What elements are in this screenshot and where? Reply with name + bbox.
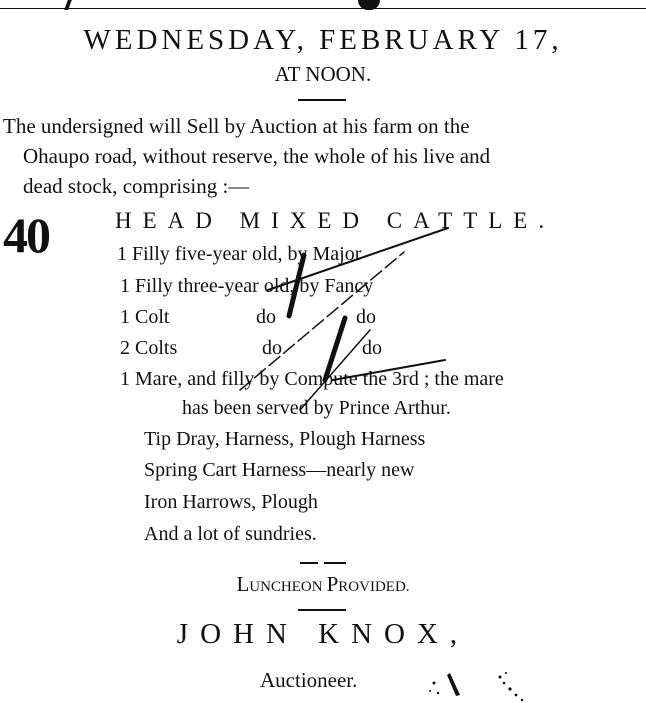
sundry-item-3: Iron Harrows, Plough: [144, 491, 318, 513]
horse-item-5: 1 Mare, and filly by Compute the 3rd ; the mare: [120, 368, 504, 390]
horse-item-1: 1 Filly five-year old, by Major: [117, 243, 362, 265]
ditto-mark: do: [262, 337, 282, 359]
ditto-mark: do: [356, 306, 376, 328]
ditto-mark: do: [362, 337, 382, 359]
intro-line-1: The undersigned will Sell by Auction at his farm on the: [3, 114, 470, 138]
horse-item-2: 1 Filly three-year old, by Fancy: [120, 275, 374, 297]
provided-cap: P: [326, 572, 339, 596]
sundry-item-4: And a lot of sundries.: [144, 523, 317, 545]
ditto-mark: do: [256, 306, 276, 328]
luncheon-rest: UNCHEON: [249, 579, 323, 595]
horse-item-5-cont: has been served by Prince Arthur.: [182, 397, 451, 419]
intro-line-3: dead stock, comprising :—: [23, 174, 250, 198]
luncheon-cap: L: [236, 572, 250, 596]
horse-item-4: 2 Colts: [120, 337, 178, 359]
strike-line: [268, 228, 448, 290]
cattle-heading: HEAD MIXED CATTLE.: [115, 208, 556, 233]
luncheon-line: [0, 572, 646, 597]
strike-line: [333, 360, 445, 380]
cattle-count: 40: [3, 207, 49, 263]
intro-line-2: Ohaupo road, without reserve, the whole of his live and: [23, 144, 491, 168]
divider-2b: [324, 562, 346, 564]
divider-3: [298, 609, 346, 611]
provided-rest: ROVIDED.: [338, 579, 410, 595]
time-heading: AT NOON.: [274, 62, 372, 86]
auctioneer-title: Auctioneer.: [260, 668, 358, 692]
auctioneer-name: JOHN KNOX,: [176, 618, 470, 650]
sundry-item-1: Tip Dray, Harness, Plough Harness: [144, 428, 426, 450]
divider-2a: [300, 562, 318, 564]
strike-line: [240, 252, 404, 390]
ink-specks: [420, 665, 540, 703]
horse-item-3: 1 Colt: [120, 306, 170, 328]
strike-line: [289, 255, 304, 316]
sundry-item-2: Spring Cart Harness—nearly new: [144, 459, 415, 481]
date-heading: WEDNESDAY, FEBRUARY 17,: [83, 24, 563, 56]
